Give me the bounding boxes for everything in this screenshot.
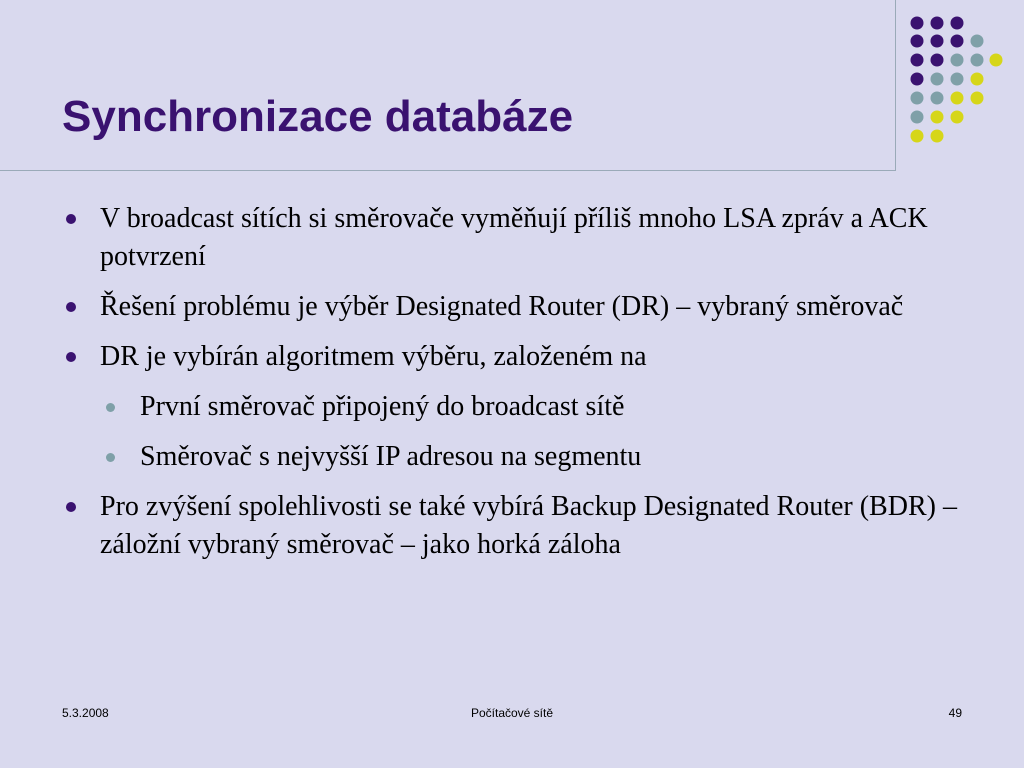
decor-dot	[931, 54, 944, 67]
decor-dot	[911, 35, 924, 48]
decor-dot	[971, 92, 984, 105]
sub-bullet-item	[60, 388, 960, 426]
bullet-item	[60, 288, 960, 326]
decor-dot	[911, 54, 924, 67]
decor-dot	[990, 54, 1003, 67]
decor-dot	[951, 17, 964, 30]
footer-date: 5.3.2008	[62, 706, 109, 720]
footer-title: Počítačové sítě	[470, 706, 554, 720]
decor-dot	[951, 73, 964, 86]
decor-dot	[951, 111, 964, 124]
decor-dot	[931, 130, 944, 143]
decor-dot	[911, 73, 924, 86]
slide-body	[60, 200, 960, 576]
decor-dot	[911, 92, 924, 105]
bullet-dot	[66, 214, 76, 224]
sub-bullet-dot	[106, 403, 115, 412]
slide-title: Synchronizace databáze	[62, 92, 574, 141]
title-divider-horizontal	[0, 170, 896, 171]
decor-dot	[971, 35, 984, 48]
bullet-text: V broadcast sítích si směrovače vyměňují příliš mnoho LSA zpráv a ACK potvrzení	[100, 203, 928, 272]
decor-dot	[931, 92, 944, 105]
bullet-dot	[66, 352, 76, 362]
decor-dot	[931, 73, 944, 86]
slide-number: 49	[948, 706, 962, 720]
bullet-text: Pro zvýšení spolehlivosti se také vybírá Backup Designated Router (BDR) – záložní vybraný směrovač – jako horká záloha	[100, 491, 957, 560]
sub-bullet-text: První směrovač připojený do broadcast sítě	[140, 391, 625, 422]
bullet-text: Řešení problému je výběr Designated Router (DR) – vybraný směrovač	[100, 291, 904, 322]
bullet-text: DR je vybírán algoritmem výběru, založeném na	[100, 341, 647, 372]
sub-bullet-dot	[106, 453, 115, 462]
bullet-dot	[66, 502, 76, 512]
title-divider-vertical	[895, 0, 896, 171]
decor-dot	[971, 54, 984, 67]
sub-bullet-item	[60, 438, 960, 476]
decor-dot	[911, 130, 924, 143]
decor-dot	[951, 54, 964, 67]
decor-dot	[951, 92, 964, 105]
bullet-item	[60, 488, 960, 564]
decorative-dot-grid	[900, 10, 1010, 150]
decor-dot	[931, 35, 944, 48]
bullet-dot	[66, 302, 76, 312]
sub-bullet-text: Směrovač s nejvyšší IP adresou na segmentu	[140, 441, 642, 472]
decor-dot	[931, 17, 944, 30]
bullet-item	[60, 200, 960, 276]
decor-dot	[911, 17, 924, 30]
decor-dot	[911, 111, 924, 124]
decor-dot	[931, 111, 944, 124]
decor-dot	[951, 35, 964, 48]
bullet-item	[60, 338, 960, 376]
decor-dot	[971, 73, 984, 86]
